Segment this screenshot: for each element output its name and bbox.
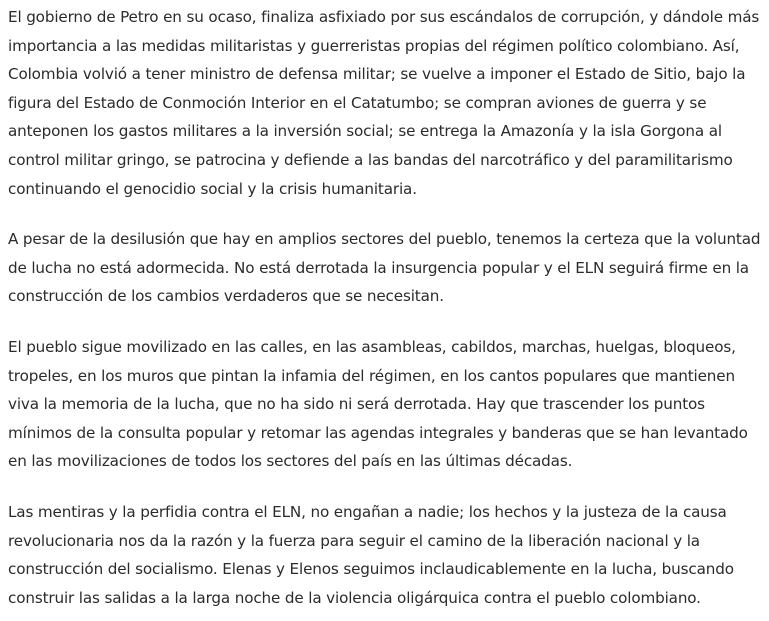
paragraph-1: El gobierno de Petro en su ocaso, finaliza asfixiado por sus escándalos de corrupción, y dándole más importancia a las medidas militaristas y guerreristas propias del régimen político colombiano. Así, Colombia volvió a tener ministro de defensa militar; se vuelve a imponer el Estado de Sitio, bajo la figura del Estado de Conmoción Interior en el Catatumbo; se compran aviones de guerra y se anteponen los gastos militares a la inversión social; se entrega la Amazonía y la isla Gorgona al control militar gringo, se patrocina y defiende a las bandas del narcotráfico y del paramilitarismo continuando el genocidio social y la crisis humanitaria. xyxy=(8,8,760,198)
paragraph-3: El pueblo sigue movilizado en las calles, en las asambleas, cabildos, marchas, huelgas, bloqueos, tropeles, en los muros que pintan la infamia del régimen, en los cantos populares que mantienen viva la memoria de la lucha, que no ha sido ni será derrotada. Hay que trascender los puntos mínimos de la consulta popular y retomar las agendas integrales y banderas que se han levantado en las movilizaciones de todos los sectores del país en las últimas décadas. xyxy=(8,337,748,471)
paragraph-4: Las mentiras y la perfidia contra el ELN, no engañan a nadie; los hechos y la justeza de la causa revolucionaria nos da la razón y la fuerza para seguir el camino de la liberación nacional y la construcción del socialismo. Elenas y Elenos seguimos inclaudicablemente en la lucha, buscando construir las salidas a la larga noche de la violencia oligárquica contra el pueblo colombiano. xyxy=(8,502,734,607)
paragraph-2: A pesar de la desilusión que hay en amplios sectores del pueblo, tenemos la certeza que la voluntad de lucha no está adormecida. No está derrotada la insurgencia popular y el ELN seguirá firme en la construcción de los cambios verdaderos que se necesitan. xyxy=(8,230,761,306)
